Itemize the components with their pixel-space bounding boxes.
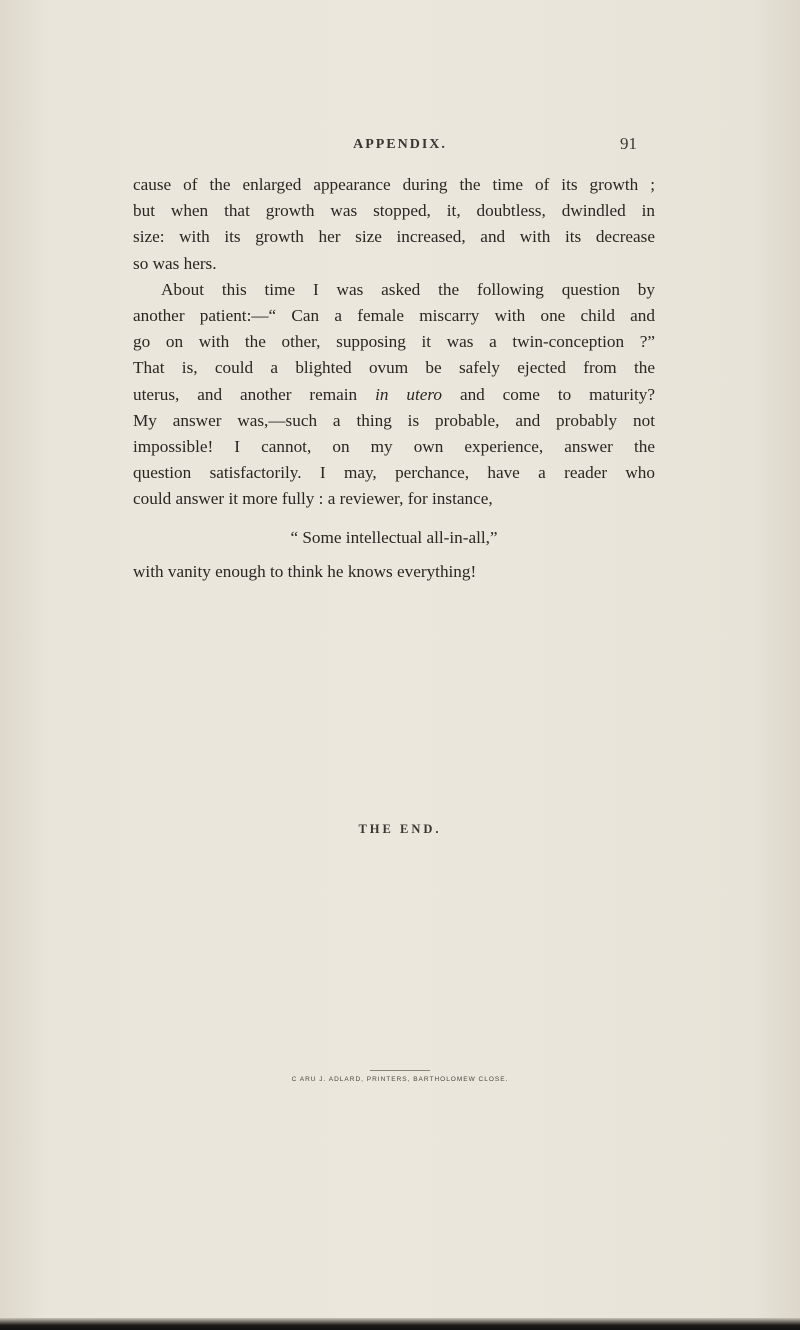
text-fragment: uterus, and another remain: [133, 384, 376, 404]
the-end-heading: THE END.: [358, 822, 442, 836]
text-line: another patient:—“ Can a female miscarry with one child and: [133, 306, 655, 326]
text-line: size: with its growth her size increased, and with its decrease: [133, 227, 655, 247]
divider: [370, 1070, 430, 1071]
text-line: with vanity enough to think he knows everything!: [133, 561, 477, 581]
running-title: APPENDIX.: [353, 137, 447, 152]
text-line: About this time I was asked the following question by: [161, 279, 655, 299]
text-line: but when that growth was stopped, it, doubtless, dwindled in: [133, 201, 655, 221]
text-line: go on with the other, supposing it was a twin-conception ?”: [133, 332, 655, 352]
body-text: [133, 172, 655, 585]
text-line: My answer was,—such a thing is probable, and probably not: [133, 410, 655, 430]
text-line-mixed: [133, 382, 655, 408]
text-line: That is, could a blighted ovum be safely ejected from the: [133, 358, 655, 378]
text-line: could answer it more fully : a reviewer, for instance,: [133, 489, 493, 509]
quotation: “ Some intellectual all-in-all,”: [290, 527, 498, 547]
text-line: question satisfactorily. I may, perchance, have a reader who: [133, 463, 655, 483]
running-head: [0, 134, 800, 157]
page-number: 91: [620, 134, 637, 153]
italic-phrase: in utero: [375, 384, 443, 404]
printer-imprint: C ARU J. ADLARD, PRINTERS, BARTHOLOMEW CLOSE.: [291, 1076, 509, 1083]
text-line: cause of the enlarged appearance during the time of its growth ;: [133, 175, 655, 194]
text-line: so was hers.: [133, 253, 217, 273]
text-fragment: and come to maturity?: [442, 384, 655, 404]
page-edge-shadow: [0, 1318, 800, 1330]
text-line: impossible! I cannot, on my own experience, answer the: [133, 437, 655, 457]
